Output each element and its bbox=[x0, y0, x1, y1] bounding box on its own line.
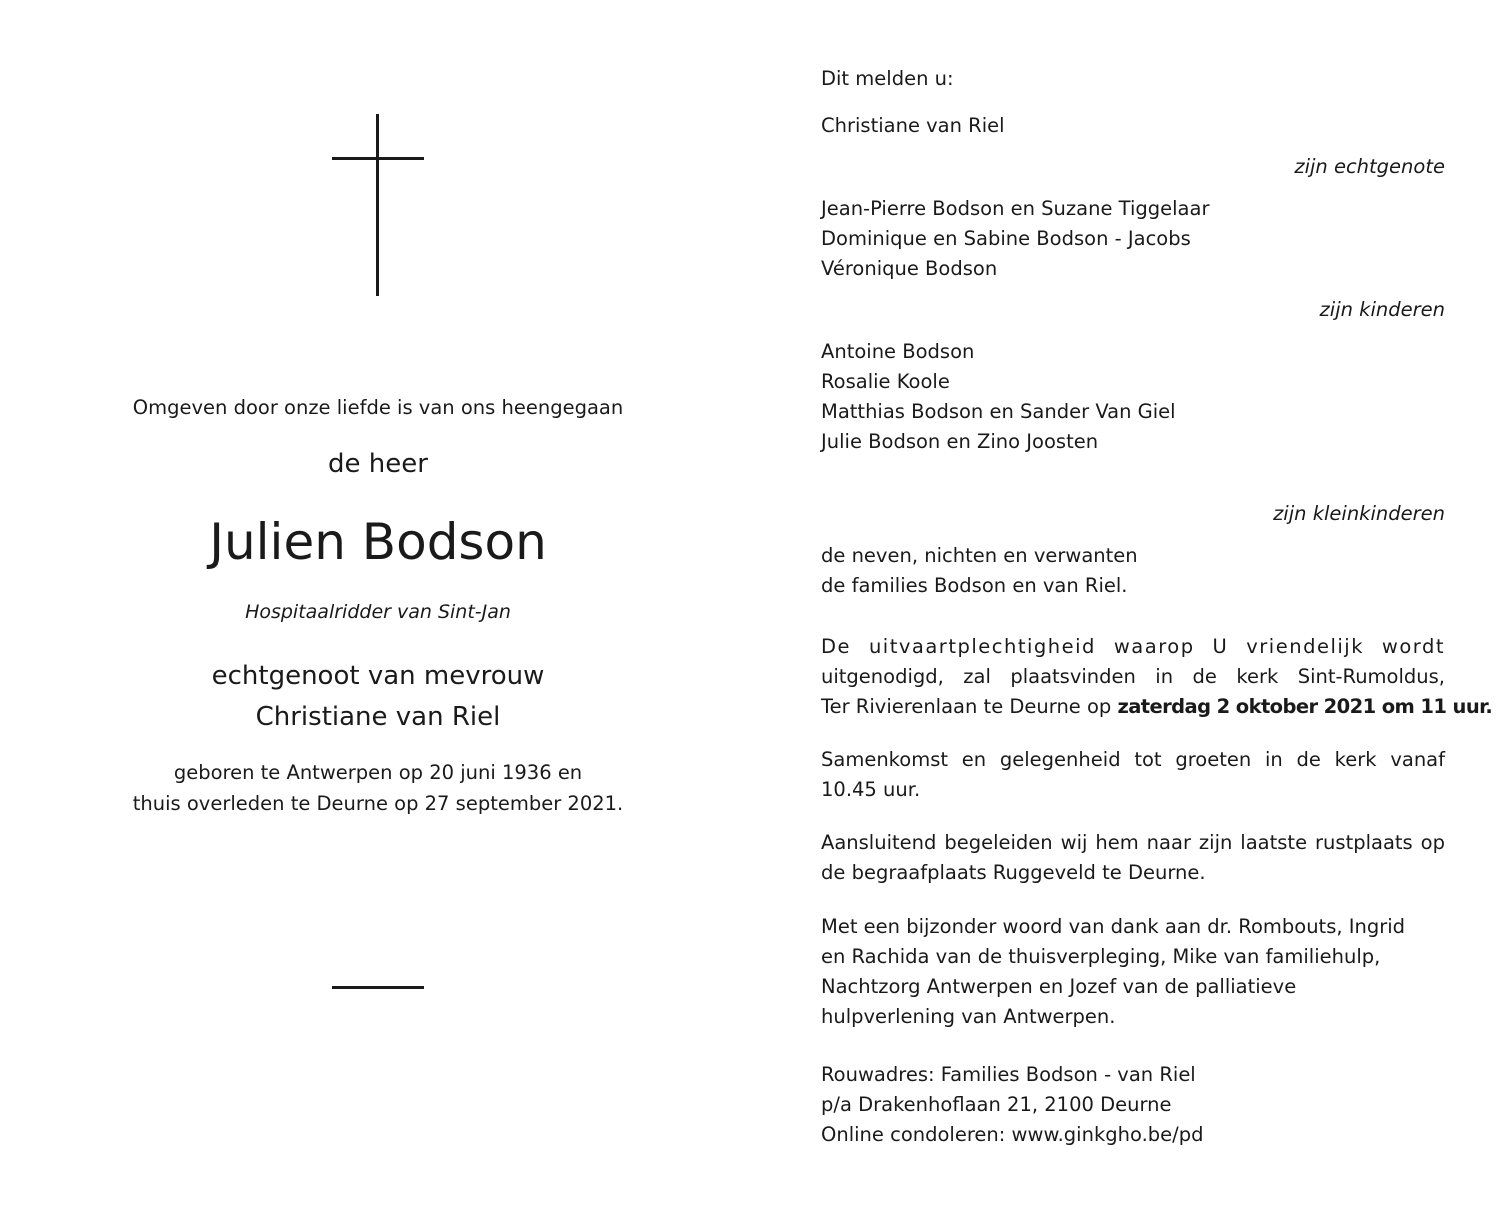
list-item: Julie Bodson en Zino Joosten bbox=[821, 430, 1099, 453]
contact-block bbox=[821, 1060, 1445, 1150]
deceased-name: Julien Bodson bbox=[209, 513, 547, 571]
burial-paragraph bbox=[821, 828, 1445, 888]
address-line: Rouwadres: Families Bodson - van Riel bbox=[821, 1063, 1196, 1086]
list-item: Matthias Bodson en Sander Van Giel bbox=[821, 400, 1176, 423]
death-line: thuis overleden te Deurne op 27 september 2021. bbox=[132, 792, 624, 815]
grandchildren-list bbox=[821, 337, 1445, 457]
burial-line: Aansluitend begeleiden wij hem naar zijn laatste rustplaats op bbox=[821, 831, 1445, 854]
intro-text: Omgeven door onze liefde is van ons heengegaan bbox=[132, 396, 624, 419]
thanks-line: Nachtzorg Antwerpen en Jozef van de palliatieve bbox=[821, 975, 1297, 998]
service-paragraph bbox=[821, 632, 1493, 722]
address-line: p/a Drakenhoflaan 21, 2100 Deurne bbox=[821, 1093, 1172, 1116]
list-item: de neven, nichten en verwanten bbox=[821, 544, 1138, 567]
children-label: zijn kinderen bbox=[1319, 298, 1445, 321]
thanks-line: en Rachida van de thuisverpleging, Mike van familiehulp, bbox=[821, 945, 1381, 968]
spouse-line: Christiane van Riel bbox=[255, 702, 501, 732]
list-item: Véronique Bodson bbox=[821, 257, 998, 280]
honor-title: Hospitaalridder van Sint-Jan bbox=[245, 601, 511, 623]
spouse-label: zijn echtgenote bbox=[1294, 155, 1445, 178]
children-list bbox=[821, 194, 1445, 284]
divider-rule bbox=[332, 986, 424, 989]
service-line: De uitvaartplechtigheid waarop U vriendelijk wordt bbox=[821, 635, 1445, 658]
list-item: Antoine Bodson bbox=[821, 340, 975, 363]
thanks-line: hulpverlening van Antwerpen. bbox=[821, 1005, 1116, 1028]
birth-line: geboren te Antwerpen op 20 juni 1936 en bbox=[173, 761, 583, 784]
list-item: de families Bodson en van Riel. bbox=[821, 574, 1128, 597]
life-dates bbox=[0, 757, 756, 819]
thanks-line: Met een bijzonder woord van dank aan dr. Rombouts, Ingrid bbox=[821, 915, 1406, 938]
cross-icon-bar bbox=[332, 157, 424, 160]
list-item: Rosalie Koole bbox=[821, 370, 950, 393]
spouse-line: echtgenoot van mevrouw bbox=[211, 661, 545, 691]
announce: Dit melden u: bbox=[821, 67, 954, 90]
grandchildren-label: zijn kleinkinderen bbox=[1273, 502, 1445, 525]
gathering-paragraph bbox=[821, 745, 1445, 805]
relatives bbox=[821, 541, 1445, 601]
burial-line: de begraafplaats Ruggeveld te Deurne. bbox=[821, 861, 1206, 884]
service-text: Ter Rivierenlaan te Deurne op bbox=[821, 695, 1118, 718]
spouse-block bbox=[0, 656, 756, 738]
list-item: Dominique en Sabine Bodson - Jacobs bbox=[821, 227, 1191, 250]
service-line: uitgenodigd, zal plaatsvinden in de kerk Sint-Rumoldus, bbox=[821, 665, 1445, 688]
spouse-name: Christiane van Riel bbox=[821, 114, 1005, 137]
honorific: de heer bbox=[328, 449, 428, 479]
cross-icon bbox=[376, 114, 379, 296]
service-date: zaterdag 2 oktober 2021 om 11 uur. bbox=[1117, 695, 1493, 718]
service-line bbox=[821, 692, 1493, 722]
condolence-line: Online condoleren: www.ginkgho.be/pd bbox=[821, 1123, 1204, 1146]
gathering-line: 10.45 uur. bbox=[821, 778, 921, 801]
list-item: Jean-Pierre Bodson en Suzane Tiggelaar bbox=[821, 197, 1210, 220]
thanks-paragraph bbox=[821, 912, 1445, 1032]
gathering-line: Samenkomst en gelegenheid tot groeten in de kerk vanaf bbox=[821, 748, 1445, 771]
